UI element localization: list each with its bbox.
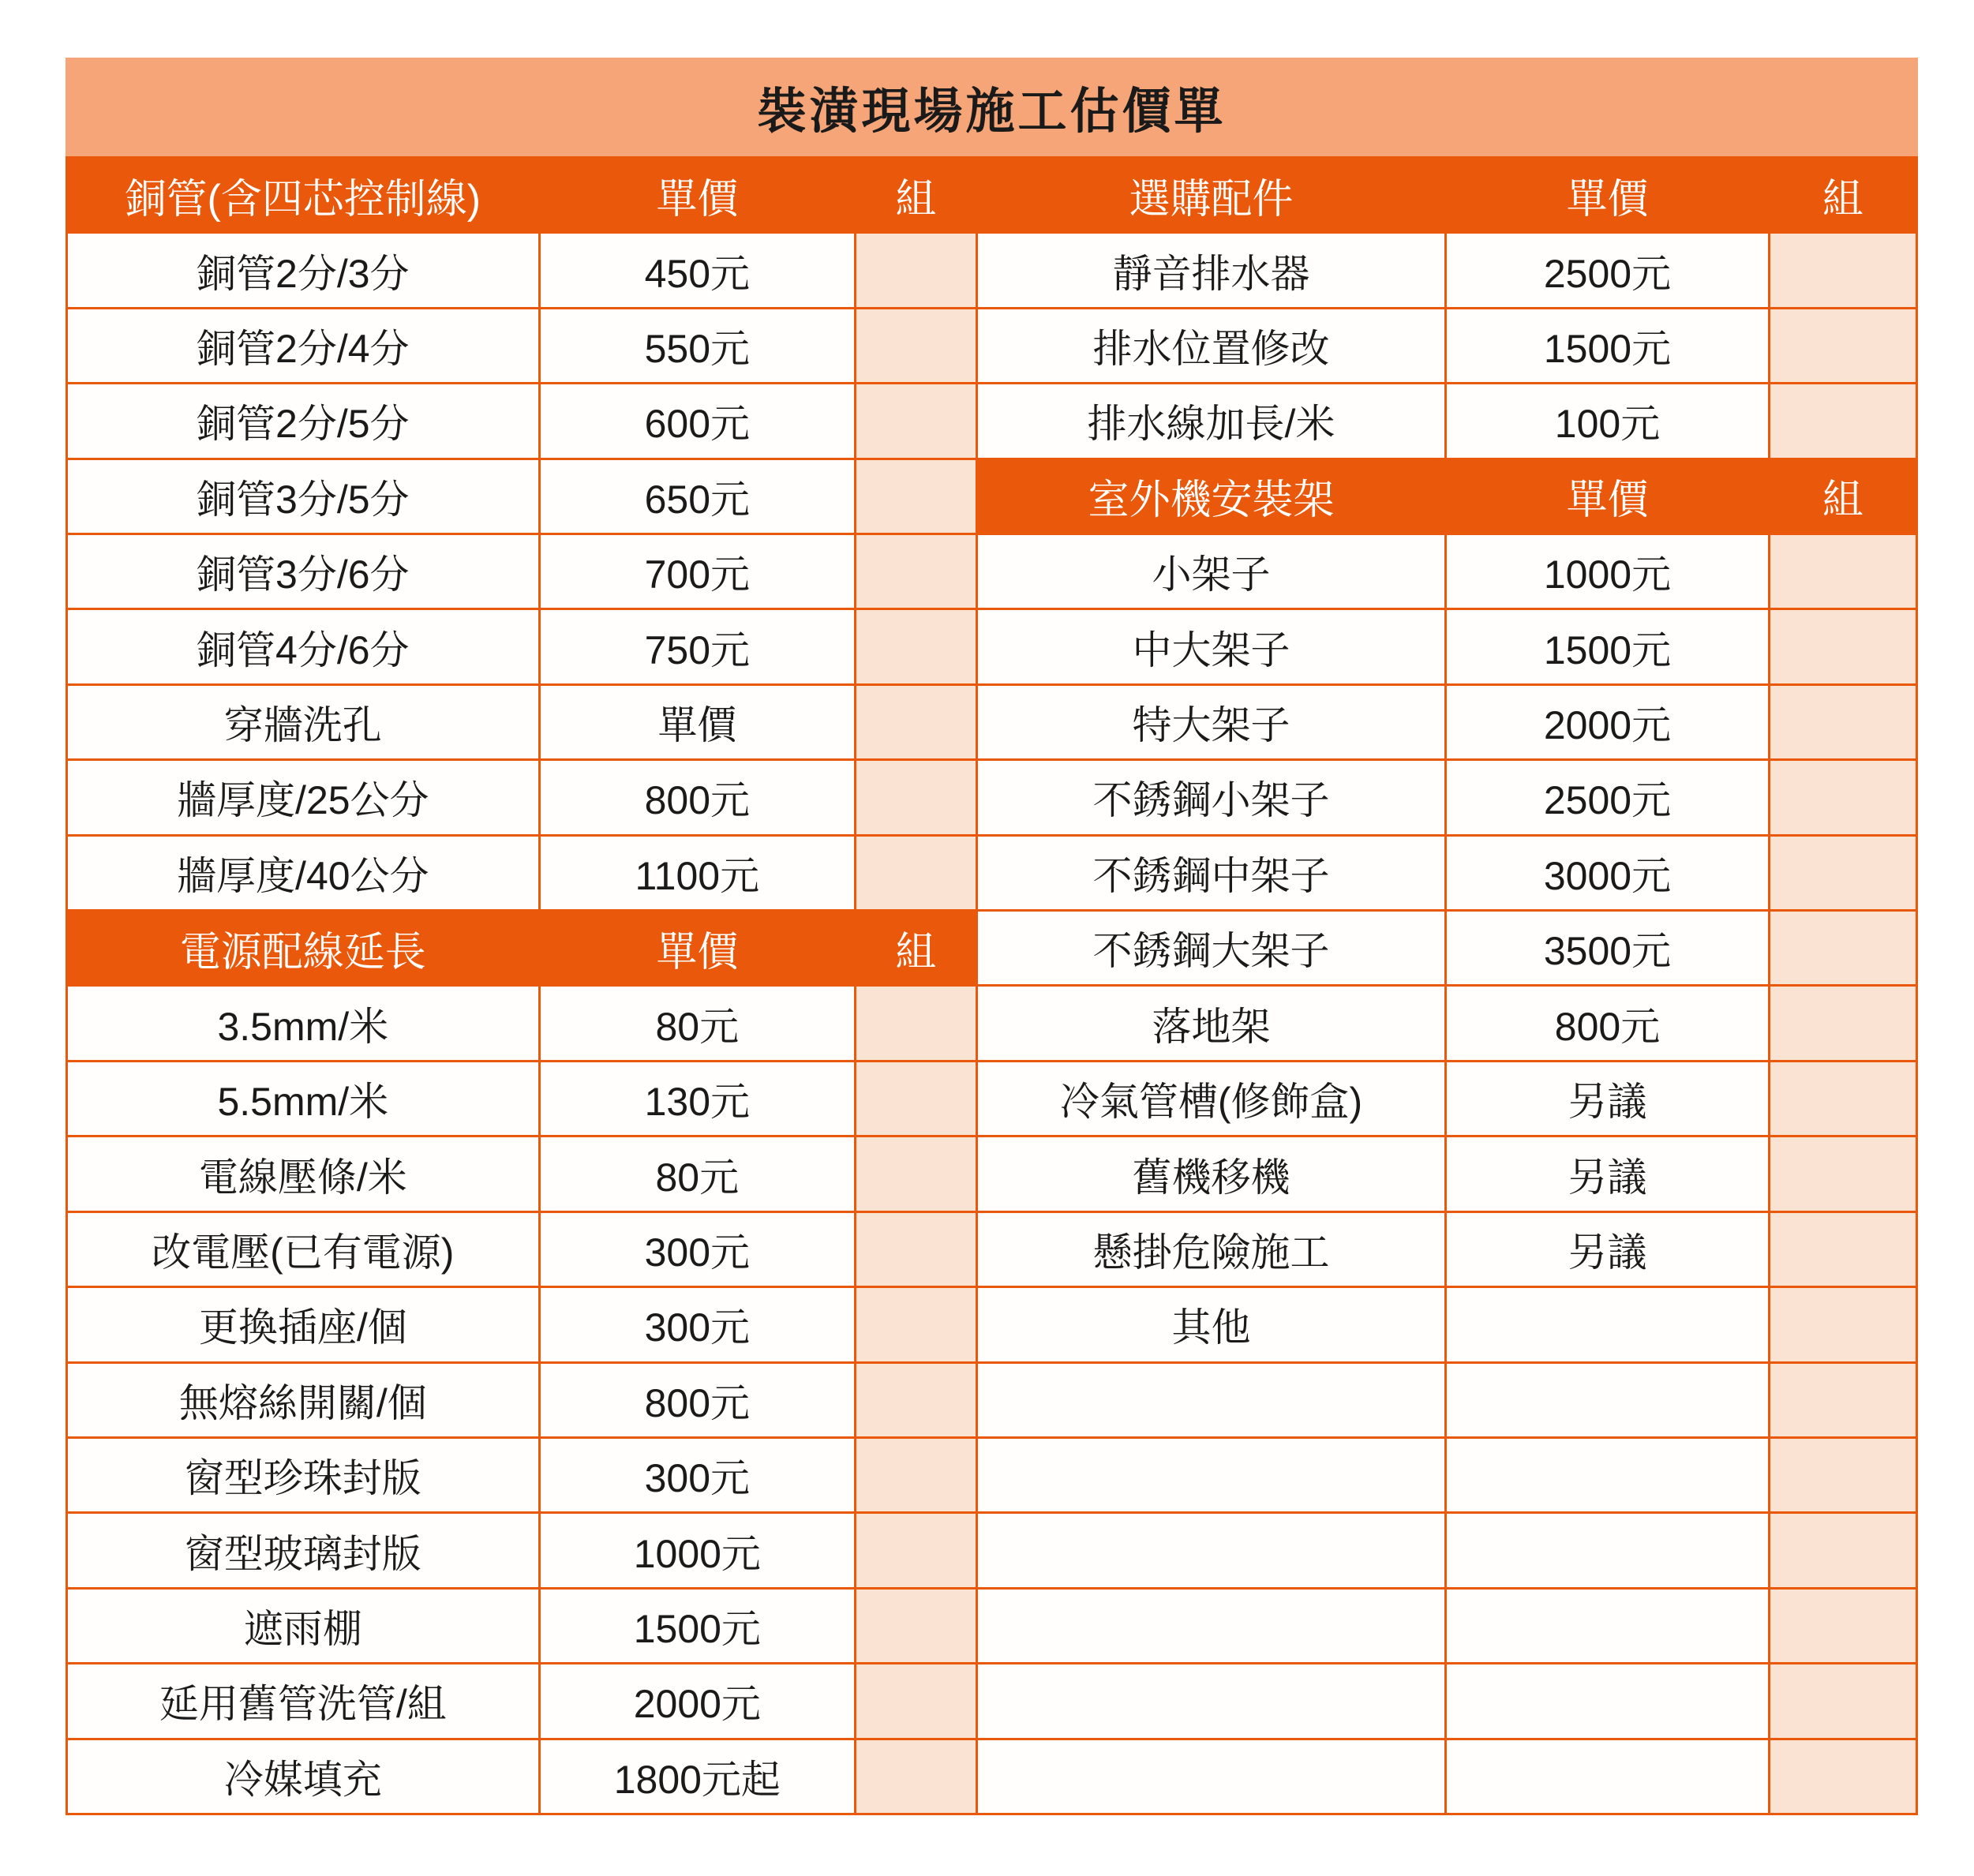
price-cell: 450元 bbox=[541, 234, 854, 306]
item-cell bbox=[978, 1364, 1445, 1436]
price-cell: 600元 bbox=[541, 384, 854, 457]
section-header-unit: 組 bbox=[856, 912, 976, 984]
unit-cell bbox=[856, 686, 976, 758]
unit-cell bbox=[856, 837, 976, 909]
unit-cell bbox=[1770, 1137, 1916, 1210]
item-cell: 銅管2分/5分 bbox=[68, 384, 538, 457]
item-cell: 遮雨棚 bbox=[68, 1590, 538, 1662]
table-header-item-left: 銅管(含四芯控制線) bbox=[68, 159, 538, 231]
sheet-title-bar bbox=[66, 58, 1918, 156]
item-cell: 5.5mm/米 bbox=[68, 1062, 538, 1135]
price-cell: 650元 bbox=[541, 460, 854, 533]
unit-cell bbox=[1770, 1364, 1916, 1436]
unit-cell bbox=[1770, 987, 1916, 1059]
item-cell: 小架子 bbox=[978, 535, 1445, 608]
unit-cell bbox=[856, 1514, 976, 1586]
unit-cell bbox=[1770, 1590, 1916, 1662]
price-cell: 1500元 bbox=[1447, 610, 1767, 683]
price-cell: 300元 bbox=[541, 1288, 854, 1361]
item-cell: 牆厚度/25公分 bbox=[68, 761, 538, 833]
unit-cell bbox=[1770, 1439, 1916, 1511]
item-cell: 中大架子 bbox=[978, 610, 1445, 683]
price-cell: 1800元起 bbox=[541, 1740, 854, 1813]
price-cell: 300元 bbox=[541, 1439, 854, 1511]
unit-cell bbox=[1770, 1664, 1916, 1737]
item-cell: 靜音排水器 bbox=[978, 234, 1445, 306]
unit-cell bbox=[856, 1664, 976, 1737]
unit-cell bbox=[856, 384, 976, 457]
item-cell: 銅管2分/3分 bbox=[68, 234, 538, 306]
price-cell: 1500元 bbox=[1447, 309, 1767, 382]
item-cell: 窗型玻璃封版 bbox=[68, 1514, 538, 1586]
unit-cell bbox=[1770, 1062, 1916, 1135]
price-cell: 80元 bbox=[541, 1137, 854, 1210]
unit-cell bbox=[856, 535, 976, 608]
price-cell: 1000元 bbox=[541, 1514, 854, 1586]
item-cell: 銅管3分/6分 bbox=[68, 535, 538, 608]
table-header-price-left: 單價 bbox=[541, 159, 854, 231]
section-header-unit: 組 bbox=[1770, 460, 1916, 533]
unit-cell bbox=[1770, 761, 1916, 833]
table-header-item-right: 選購配件 bbox=[978, 159, 1445, 231]
price-cell: 1100元 bbox=[541, 837, 854, 909]
unit-cell bbox=[856, 1439, 976, 1511]
price-cell: 80元 bbox=[541, 987, 854, 1059]
price-cell: 100元 bbox=[1447, 384, 1767, 457]
unit-cell bbox=[856, 1740, 976, 1813]
item-cell: 銅管4分/6分 bbox=[68, 610, 538, 683]
item-cell: 不銹鋼小架子 bbox=[978, 761, 1445, 833]
item-cell: 牆厚度/40公分 bbox=[68, 837, 538, 909]
unit-cell bbox=[1770, 1514, 1916, 1586]
item-cell: 其他 bbox=[978, 1288, 1445, 1361]
price-cell bbox=[1447, 1288, 1767, 1361]
item-cell bbox=[978, 1740, 1445, 1813]
unit-cell bbox=[856, 1137, 976, 1210]
item-cell: 排水線加長/米 bbox=[978, 384, 1445, 457]
unit-cell bbox=[856, 1062, 976, 1135]
table-header-unit-left: 組 bbox=[856, 159, 976, 231]
price-cell: 300元 bbox=[541, 1213, 854, 1286]
unit-cell bbox=[1770, 1288, 1916, 1361]
item-cell: 特大架子 bbox=[978, 686, 1445, 758]
unit-cell bbox=[1770, 686, 1916, 758]
item-cell: 電線壓條/米 bbox=[68, 1137, 538, 1210]
price-cell bbox=[1447, 1740, 1767, 1813]
unit-cell bbox=[1770, 837, 1916, 909]
item-cell: 延用舊管洗管/組 bbox=[68, 1664, 538, 1737]
unit-cell bbox=[856, 1288, 976, 1361]
item-cell: 窗型珍珠封版 bbox=[68, 1439, 538, 1511]
estimate-sheet bbox=[66, 58, 1918, 1815]
item-cell: 懸掛危險施工 bbox=[978, 1213, 1445, 1286]
unit-cell bbox=[1770, 234, 1916, 306]
price-cell: 800元 bbox=[1447, 987, 1767, 1059]
unit-cell bbox=[856, 610, 976, 683]
unit-cell bbox=[856, 234, 976, 306]
section-header-price: 單價 bbox=[1447, 460, 1767, 533]
item-cell: 不銹鋼大架子 bbox=[978, 912, 1445, 984]
price-cell: 另議 bbox=[1447, 1213, 1767, 1286]
unit-cell bbox=[856, 309, 976, 382]
price-cell: 1500元 bbox=[541, 1590, 854, 1662]
item-cell: 3.5mm/米 bbox=[68, 987, 538, 1059]
unit-cell bbox=[1770, 309, 1916, 382]
price-cell: 3000元 bbox=[1447, 837, 1767, 909]
item-cell: 穿牆洗孔 bbox=[68, 686, 538, 758]
price-cell bbox=[1447, 1364, 1767, 1436]
section-header-item: 電源配線延長 bbox=[68, 912, 538, 984]
item-cell: 更換插座/個 bbox=[68, 1288, 538, 1361]
price-cell: 2000元 bbox=[1447, 686, 1767, 758]
price-cell: 另議 bbox=[1447, 1062, 1767, 1135]
item-cell bbox=[978, 1664, 1445, 1737]
unit-cell bbox=[1770, 1740, 1916, 1813]
price-cell: 另議 bbox=[1447, 1137, 1767, 1210]
price-cell: 2000元 bbox=[541, 1664, 854, 1737]
unit-cell bbox=[1770, 610, 1916, 683]
price-cell bbox=[1447, 1590, 1767, 1662]
unit-cell bbox=[856, 1590, 976, 1662]
price-cell bbox=[1447, 1664, 1767, 1737]
price-cell bbox=[1447, 1439, 1767, 1511]
item-cell: 無熔絲開關/個 bbox=[68, 1364, 538, 1436]
price-cell: 130元 bbox=[541, 1062, 854, 1135]
item-cell bbox=[978, 1590, 1445, 1662]
unit-cell bbox=[856, 1364, 976, 1436]
section-header-price: 單價 bbox=[541, 912, 854, 984]
item-cell: 不銹鋼中架子 bbox=[978, 837, 1445, 909]
item-cell: 冷氣管槽(修飾盒) bbox=[978, 1062, 1445, 1135]
price-table bbox=[66, 156, 1918, 1815]
item-cell: 舊機移機 bbox=[978, 1137, 1445, 1210]
price-cell: 800元 bbox=[541, 1364, 854, 1436]
item-cell: 銅管2分/4分 bbox=[68, 309, 538, 382]
price-cell: 2500元 bbox=[1447, 761, 1767, 833]
item-cell: 銅管3分/5分 bbox=[68, 460, 538, 533]
price-cell: 單價 bbox=[541, 686, 854, 758]
price-cell: 1000元 bbox=[1447, 535, 1767, 608]
price-cell: 3500元 bbox=[1447, 912, 1767, 984]
item-cell bbox=[978, 1514, 1445, 1586]
table-header-price-right: 單價 bbox=[1447, 159, 1767, 231]
item-cell: 冷媒填充 bbox=[68, 1740, 538, 1813]
item-cell bbox=[978, 1439, 1445, 1511]
item-cell: 改電壓(已有電源) bbox=[68, 1213, 538, 1286]
sheet-title: 裝潢現場施工估價單 bbox=[757, 84, 1227, 139]
item-cell: 排水位置修改 bbox=[978, 309, 1445, 382]
unit-cell bbox=[856, 761, 976, 833]
unit-cell bbox=[1770, 912, 1916, 984]
unit-cell bbox=[856, 1213, 976, 1286]
price-cell: 700元 bbox=[541, 535, 854, 608]
section-header-item: 室外機安裝架 bbox=[978, 460, 1445, 533]
unit-cell bbox=[856, 987, 976, 1059]
price-cell bbox=[1447, 1514, 1767, 1586]
unit-cell bbox=[1770, 384, 1916, 457]
price-cell: 2500元 bbox=[1447, 234, 1767, 306]
unit-cell bbox=[1770, 535, 1916, 608]
table-header-unit-right: 組 bbox=[1770, 159, 1916, 231]
item-cell: 落地架 bbox=[978, 987, 1445, 1059]
price-cell: 800元 bbox=[541, 761, 854, 833]
price-cell: 750元 bbox=[541, 610, 854, 683]
price-cell: 550元 bbox=[541, 309, 854, 382]
unit-cell bbox=[856, 460, 976, 533]
unit-cell bbox=[1770, 1213, 1916, 1286]
